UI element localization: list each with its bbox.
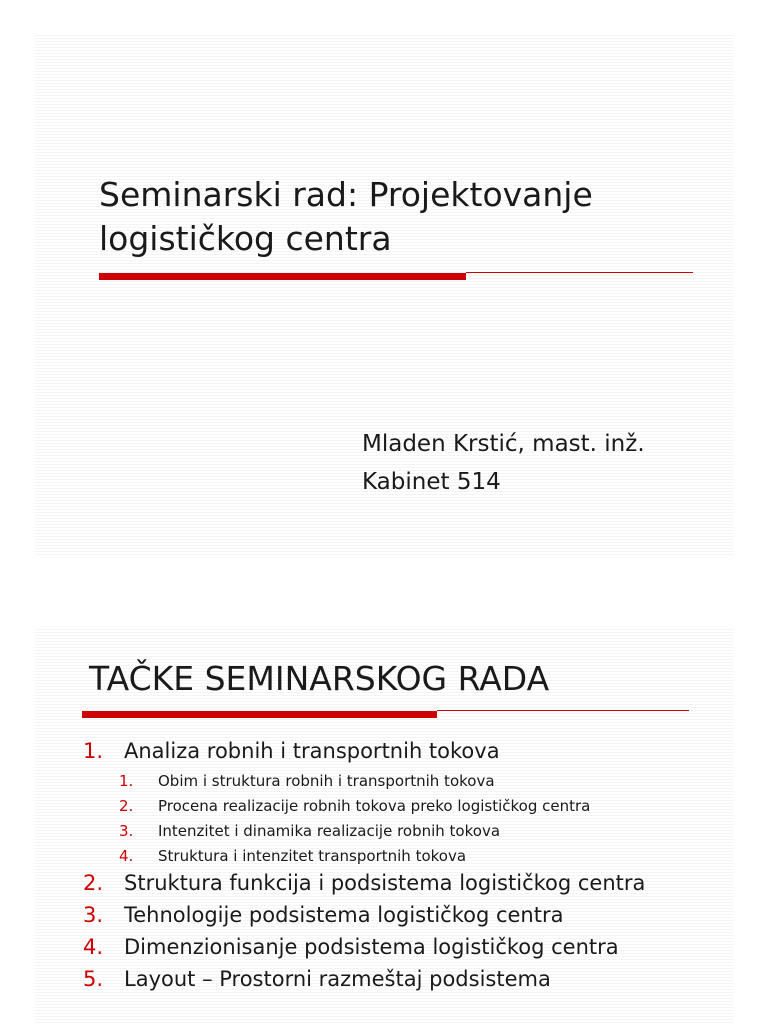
- sub-list-number: 2.: [119, 797, 134, 815]
- sub-list-item: [83, 794, 703, 819]
- list-number: 5.: [83, 967, 104, 991]
- slide-title: Seminarski rad: Projektovanje logističkog centra: [99, 175, 593, 258]
- list-item: [83, 901, 703, 930]
- sub-list-number: 1.: [119, 772, 134, 790]
- list-item: [83, 737, 703, 869]
- sub-list-item: [83, 819, 703, 844]
- list-number: 1.: [83, 739, 104, 763]
- title-underline-thin: [466, 272, 693, 273]
- list-item: [83, 965, 703, 994]
- sub-list-item-text: Obim i struktura robnih i transportnih tokova: [158, 772, 495, 790]
- title-underline-thick: [82, 711, 437, 718]
- list-item-text: Dimenzionisanje podsistema logističkog centra: [124, 935, 619, 959]
- sub-list-item-text: Procena realizacije robnih tokova preko logističkog centra: [158, 797, 591, 815]
- author-block: [362, 425, 645, 501]
- outline-list: [83, 737, 703, 997]
- slide-1: [35, 35, 734, 556]
- title-underline-thin: [437, 710, 689, 711]
- sub-list-item-text: Struktura i intenzitet transportnih tokova: [158, 847, 467, 865]
- list-number: 4.: [83, 935, 104, 959]
- sub-list-item: [83, 769, 703, 794]
- slide-2: [35, 629, 734, 1024]
- list-item-text: Struktura funkcija i podsistema logističkog centra: [124, 871, 646, 895]
- list-item: [83, 869, 703, 898]
- office-number: Kabinet 514: [362, 469, 501, 495]
- list-number: 2.: [83, 871, 104, 895]
- sub-list-number: 4.: [119, 847, 134, 865]
- sub-list-item-text: Intenzitet i dinamika realizacije robnih tokova: [158, 822, 501, 840]
- list-item: [83, 933, 703, 962]
- author-name: Mladen Krstić, mast. inž.: [362, 431, 645, 457]
- title-underline-thick: [99, 273, 466, 280]
- sub-list: [83, 769, 703, 869]
- sub-list-number: 3.: [119, 822, 134, 840]
- list-number: 3.: [83, 903, 104, 927]
- list-item-text: Layout – Prostorni razmeštaj podsistema: [124, 967, 551, 991]
- list-item-text: Tehnologije podsistema logističkog centra: [124, 903, 564, 927]
- list-item-text: Analiza robnih i transportnih tokova: [124, 739, 500, 763]
- sub-list-item: [83, 844, 703, 869]
- slide-title: TAČKE SEMINARSKOG RADA: [89, 659, 550, 698]
